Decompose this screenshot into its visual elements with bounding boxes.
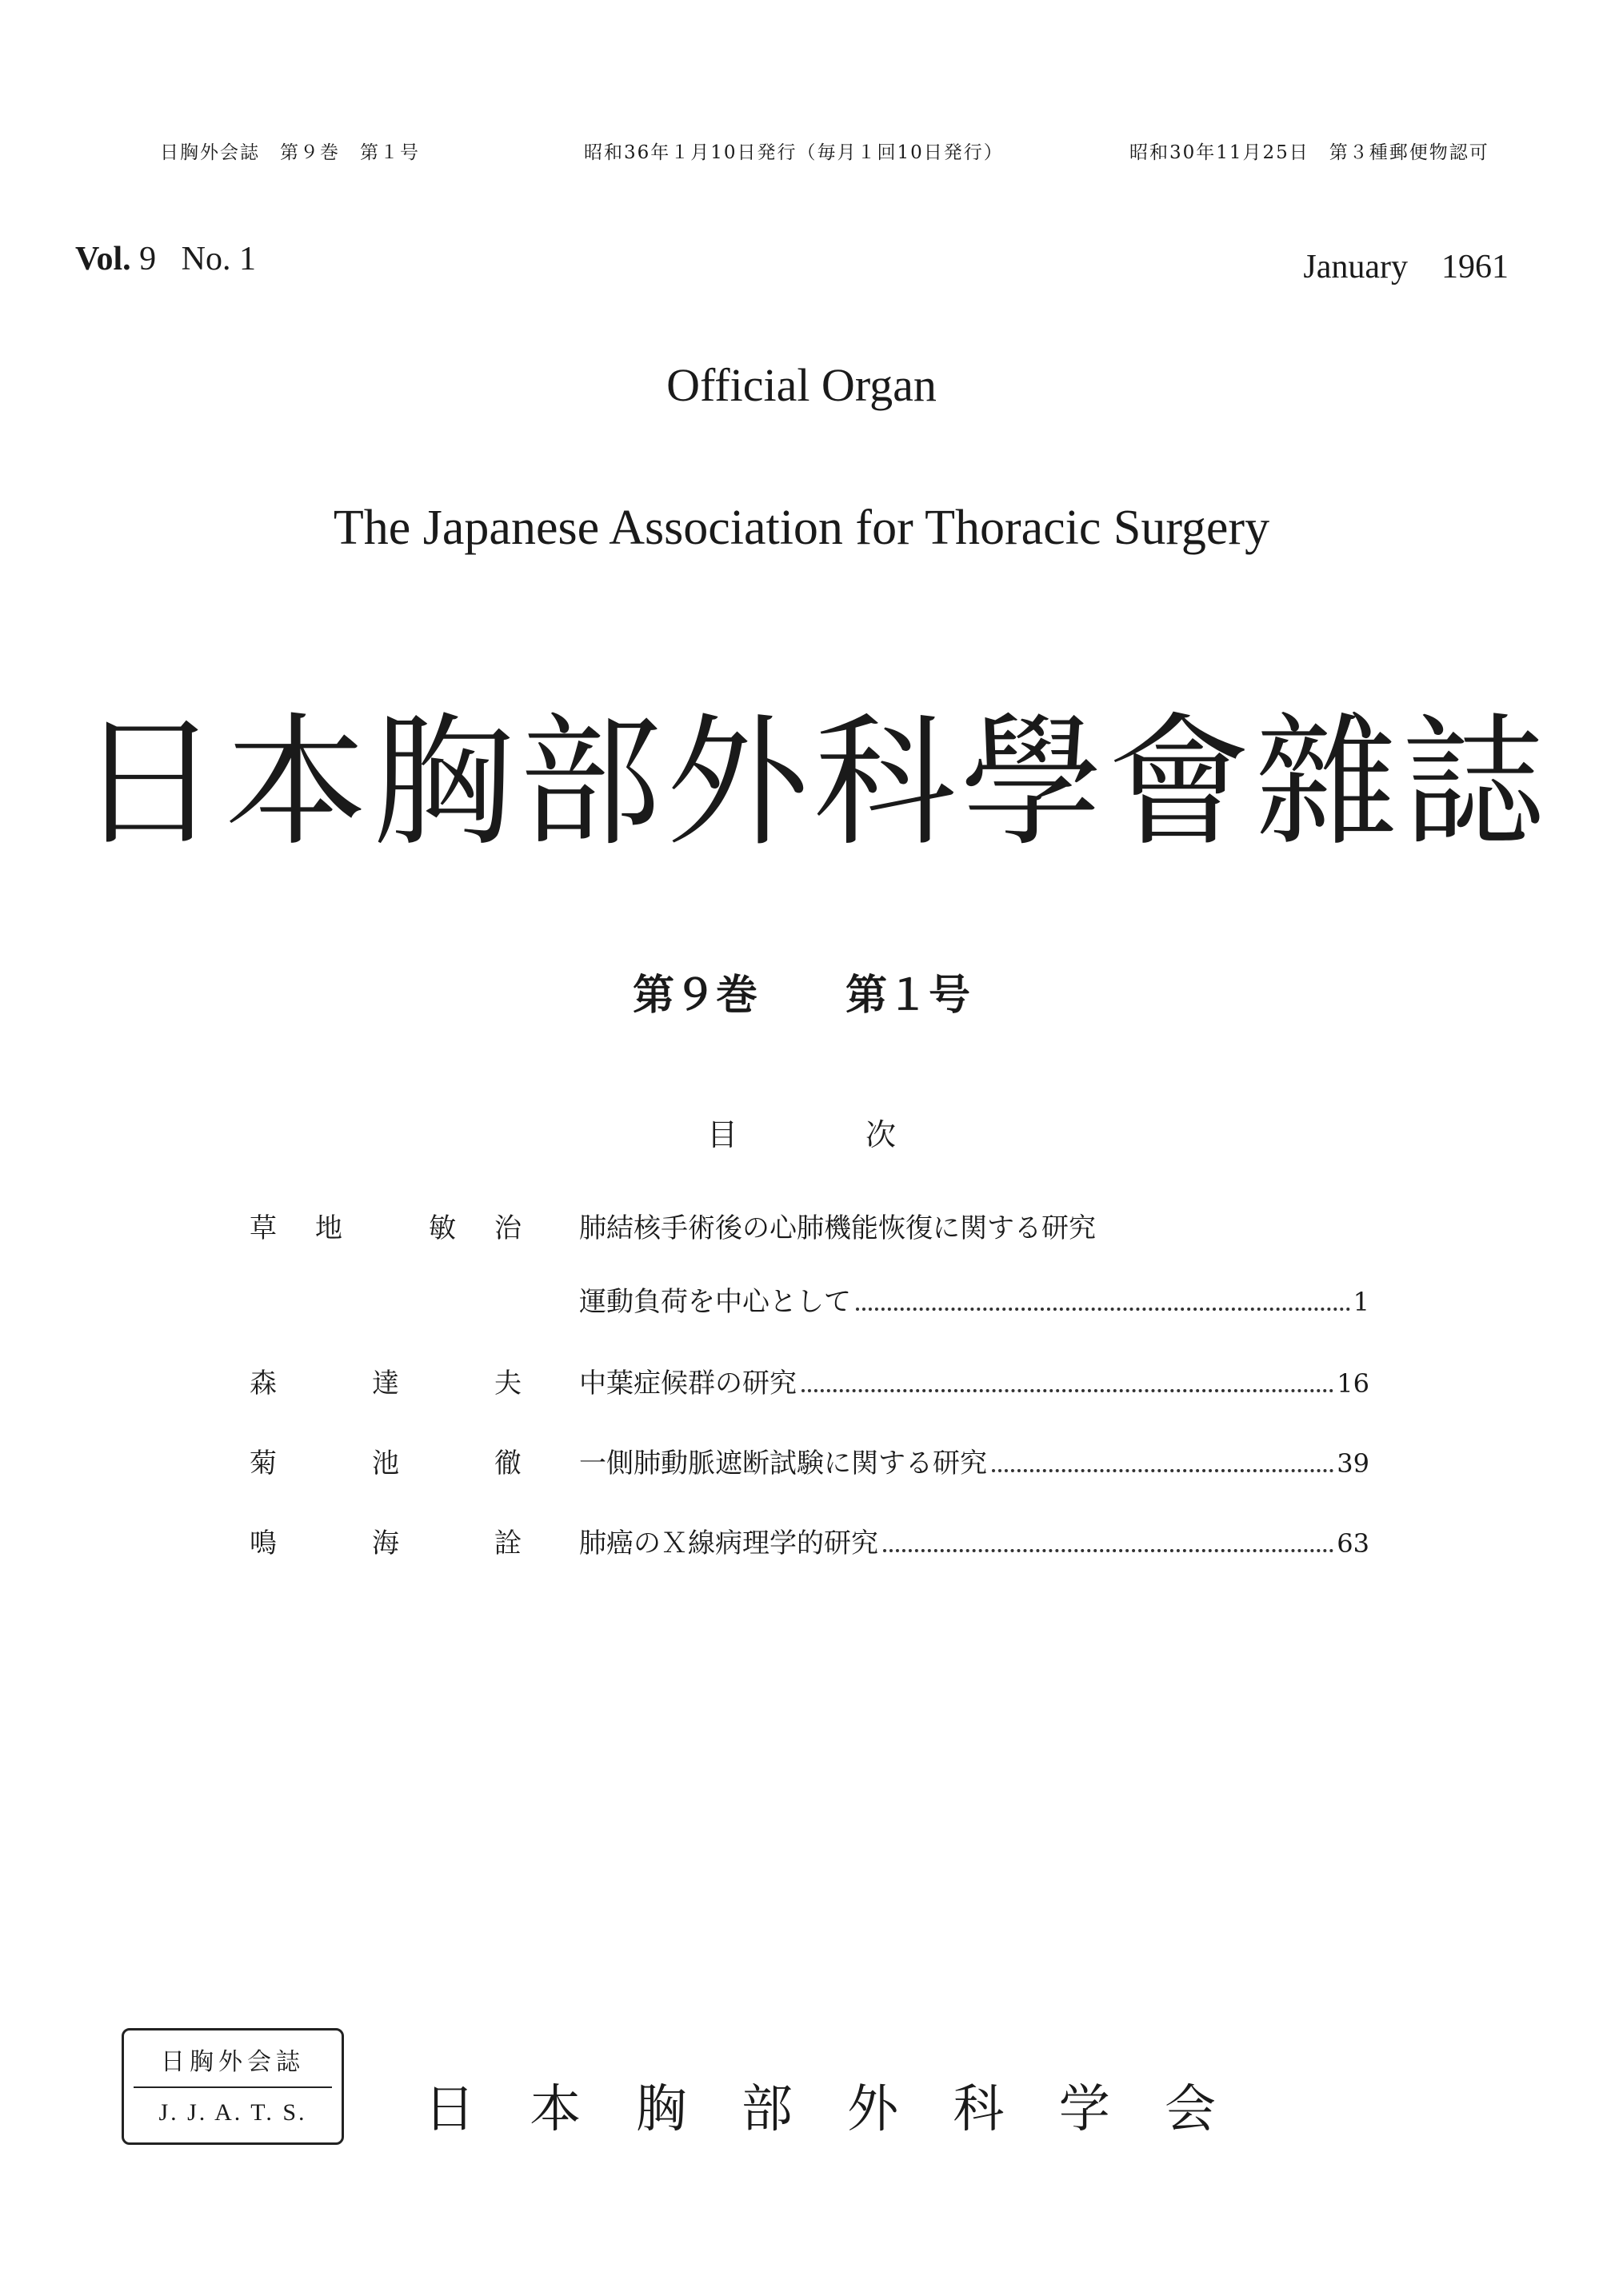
leader-dots [883, 1548, 1333, 1552]
toc-title: 肺癌のＸ線病理学的研究 [579, 1527, 878, 1559]
toc-author [250, 1441, 522, 1480]
toc-title: 肺結核手術後の心肺機能恢復に関する研究 [579, 1212, 1096, 1244]
abbreviation-box [122, 2028, 344, 2145]
toc-entry [250, 1206, 1369, 1246]
issue-volume-number [0, 961, 1603, 1021]
journal-title [75, 668, 1547, 872]
publisher-char: 外 [847, 2080, 899, 2139]
journal-title-char: 本 [225, 700, 367, 865]
toc-title-line [579, 1361, 1369, 1400]
publisher-char: 日 [424, 2080, 475, 2139]
author-char: 徹 [494, 1447, 522, 1479]
author-char: 菊 [250, 1447, 277, 1479]
no-label: No. [181, 241, 231, 278]
author-char: 森 [250, 1368, 277, 1400]
author-char: 海 [372, 1527, 399, 1559]
toc-author [250, 1521, 522, 1560]
issue-number: 第１号 [845, 972, 971, 1020]
author-char: 鳴 [250, 1527, 277, 1559]
journal-title-char: 日 [78, 700, 220, 865]
toc-heading-char: 次 [865, 1117, 897, 1152]
abbreviation-japanese: 日胸外会誌 [161, 2048, 305, 2076]
author-char: 地 [315, 1212, 342, 1244]
toc-title-line [579, 1441, 1369, 1480]
publisher-name [424, 2068, 1216, 2142]
author-char: 治 [494, 1212, 522, 1244]
journal-title-char: 會 [1108, 700, 1250, 865]
toc-entry [250, 1521, 1369, 1561]
toc-title: 中葉症候群の研究 [579, 1368, 797, 1400]
toc-entry [250, 1361, 1369, 1401]
journal-title-char: 胸 [372, 700, 514, 865]
toc-page: 16 [1337, 1368, 1369, 1399]
toc-author [250, 1206, 522, 1245]
association-name: The Japanese Association for Thoracic Surgery [333, 501, 1270, 555]
vol-number: 9 [139, 241, 157, 278]
author-char: 敏 [429, 1212, 456, 1244]
author-char: 池 [372, 1447, 399, 1479]
toc-entry [250, 1441, 1369, 1481]
issue-date: January 1961 [1303, 249, 1509, 286]
header-postal-approval: 昭和30年11月25日 第３種郵便物認可 [1129, 142, 1489, 163]
toc-title-line [579, 1206, 1369, 1245]
journal-title-char: 雜 [1255, 700, 1397, 865]
abbreviation-divider [134, 2086, 332, 2088]
issue-volume: 第９巻 [632, 972, 758, 1020]
publisher-char: 科 [953, 2080, 1005, 2139]
toc-heading [0, 1110, 1603, 1154]
journal-title-char: 部 [519, 700, 662, 865]
publisher-char: 胸 [635, 2080, 687, 2139]
publisher-char: 部 [741, 2080, 793, 2139]
publisher-char: 会 [1164, 2080, 1216, 2139]
leader-dots [992, 1468, 1333, 1472]
toc-page: 39 [1337, 1448, 1369, 1479]
abbreviation-english: J. J. A. T. S. [158, 2099, 307, 2126]
header-publication-date: 昭和36年１月10日発行（毎月１回10日発行） [584, 142, 1004, 163]
toc-author [250, 1361, 522, 1400]
toc-subtitle-line [579, 1280, 1369, 1319]
journal-title-char: 誌 [1402, 700, 1545, 865]
toc-title-line [579, 1521, 1369, 1560]
official-organ: Official Organ [666, 359, 937, 411]
header-journal-issue: 日胸外会誌 第９巻 第１号 [160, 142, 420, 163]
no-number: 1 [239, 241, 256, 278]
toc-title: 一側肺動脈遮断試験に関する研究 [579, 1447, 987, 1479]
vol-label: Vol. [75, 241, 131, 278]
volume-number-line [75, 240, 256, 278]
author-char: 草 [250, 1212, 277, 1244]
toc-subtitle: 運動負荷を中心として [579, 1286, 851, 1318]
journal-title-char: 學 [961, 700, 1103, 865]
toc-page: 63 [1337, 1528, 1369, 1559]
leader-dots [802, 1388, 1333, 1392]
leader-dots [856, 1307, 1350, 1311]
toc-page: 1 [1353, 1287, 1369, 1317]
publisher-char: 学 [1058, 2080, 1110, 2139]
toc-heading-char: 目 [706, 1117, 738, 1152]
publisher-char: 本 [530, 2080, 582, 2139]
toc-entry-continuation [250, 1280, 1369, 1320]
author-char: 夫 [494, 1368, 522, 1400]
journal-title-char: 外 [666, 700, 809, 865]
author-char: 詮 [494, 1527, 522, 1559]
journal-title-char: 科 [813, 700, 956, 865]
author-char: 達 [372, 1368, 399, 1400]
